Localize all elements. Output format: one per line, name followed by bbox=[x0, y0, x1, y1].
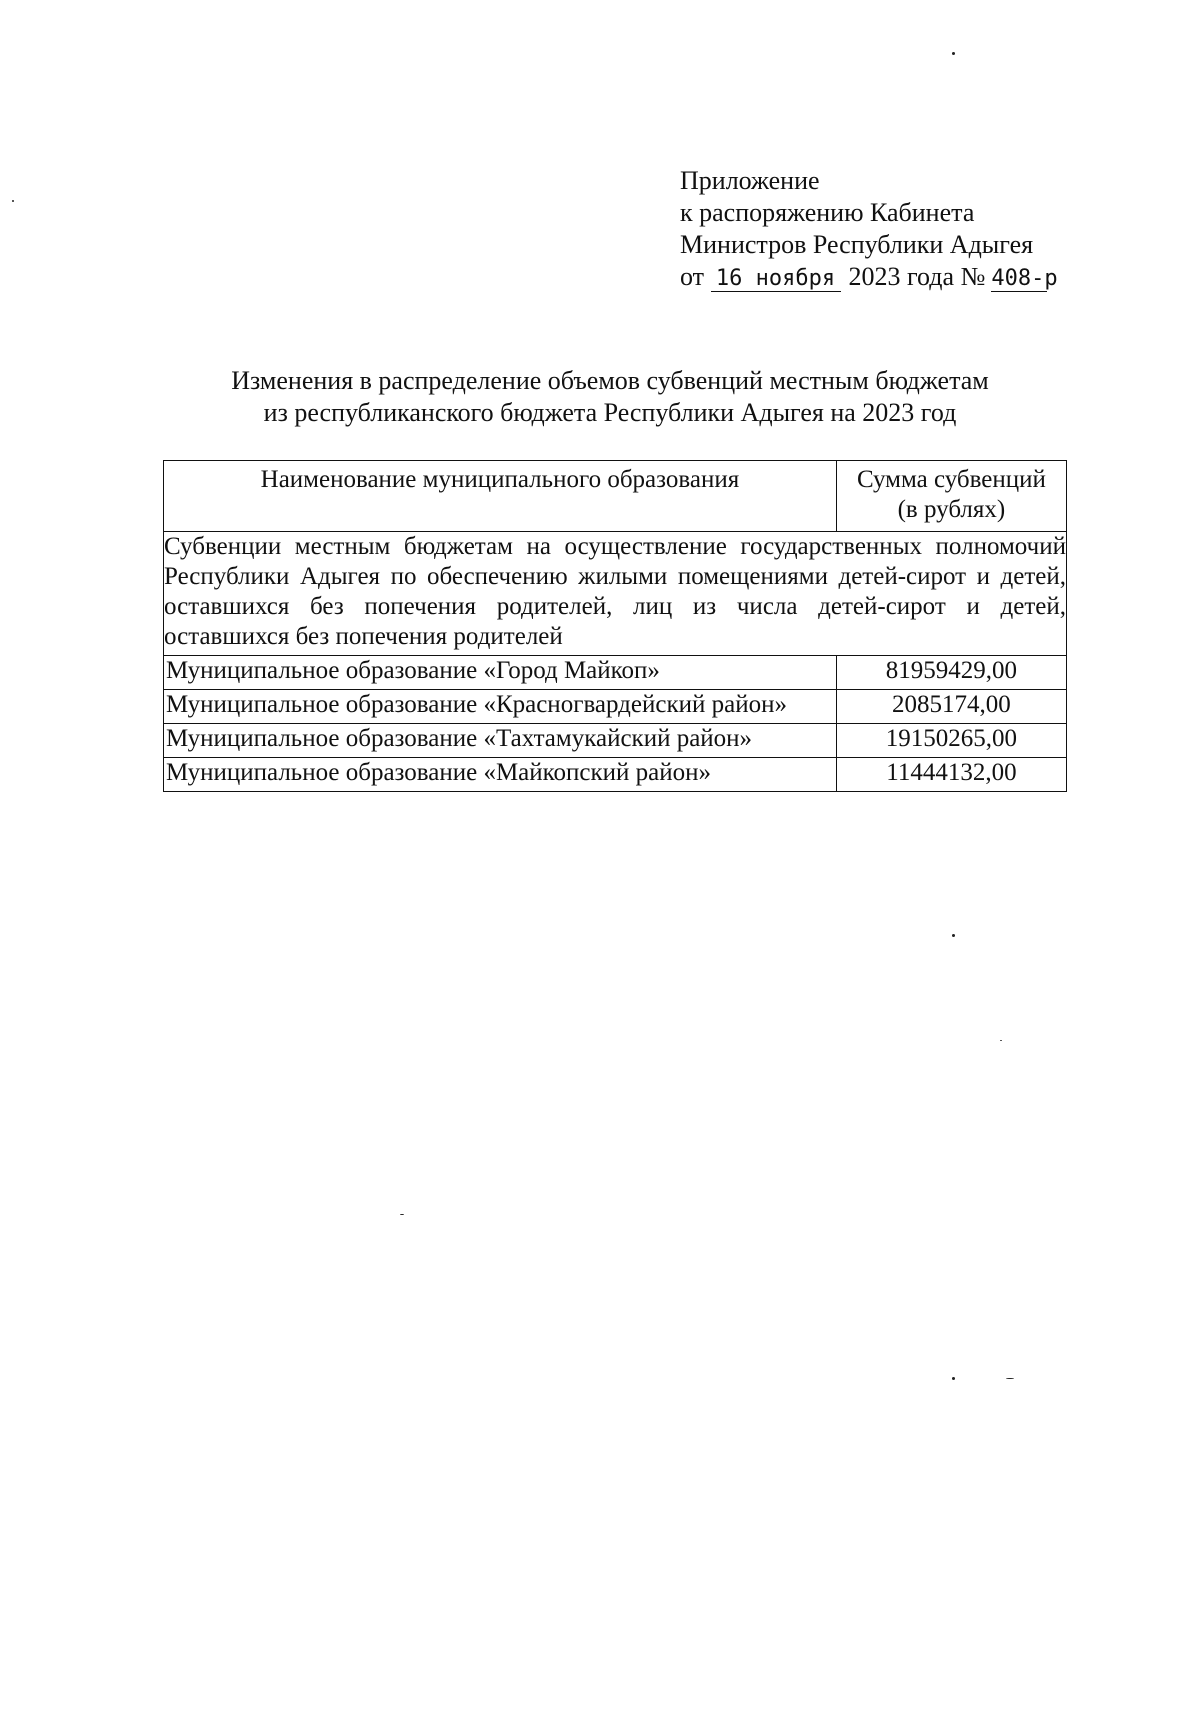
header-sum-line-1: Сумма субвенций bbox=[856, 466, 1046, 493]
appendix-ministry-line: Министров Республики Адыгея bbox=[680, 230, 1034, 259]
table-row bbox=[164, 656, 1067, 690]
subvention-sum: 2085174,00 bbox=[836, 690, 1066, 724]
appendix-decree-line: к распоряжению Кабинета bbox=[680, 198, 975, 227]
scan-speck bbox=[952, 52, 955, 55]
subvention-sum: 11444132,00 bbox=[836, 758, 1066, 792]
header-sum-line-2: (в рублях) bbox=[897, 496, 1006, 523]
municipality-name: Муниципальное образование «Майкопский район» bbox=[164, 758, 837, 792]
title-line-1: Изменения в распределение объемов субвенций местным бюджетам bbox=[231, 366, 989, 395]
table-row bbox=[164, 758, 1067, 792]
section-row bbox=[164, 532, 1067, 656]
table-row bbox=[164, 724, 1067, 758]
header-sum bbox=[836, 461, 1066, 532]
document-title bbox=[160, 365, 1060, 429]
scan-speck bbox=[1000, 1040, 1002, 1041]
table-row bbox=[164, 690, 1067, 724]
handwritten-date: 16 ноября bbox=[711, 267, 841, 292]
subventions-table bbox=[163, 460, 1067, 792]
table-header-row bbox=[164, 461, 1067, 532]
section-description: Субвенции местным бюджетам на осуществление государственных полномочий Республики Адыгея по обеспечению жилыми помещениями детей-сирот и детей, оставшихся без попечения родителей, лиц из числа детей-сирот и детей, оставшихся без попечения родителей bbox=[164, 532, 1067, 656]
appendix-header bbox=[680, 165, 1058, 293]
title-line-2: из республиканского бюджета Республики Адыгея на 2023 год bbox=[263, 398, 957, 427]
header-name: Наименование муниципального образования bbox=[164, 461, 837, 532]
scan-speck bbox=[952, 934, 955, 937]
year-and-number-label: 2023 года № bbox=[848, 262, 986, 291]
appendix-label: Приложение bbox=[680, 166, 820, 195]
municipality-name: Муниципальное образование «Красногвардейский район» bbox=[164, 690, 837, 724]
scan-speck bbox=[12, 200, 14, 202]
date-prefix: от bbox=[680, 262, 705, 291]
scan-speck bbox=[1006, 1378, 1014, 1379]
handwritten-number: 408-р bbox=[991, 266, 1058, 291]
municipality-name: Муниципальное образование «Тахтамукайский район» bbox=[164, 724, 837, 758]
scan-speck bbox=[400, 1214, 404, 1215]
scan-speck bbox=[952, 1377, 955, 1380]
appendix-date-line bbox=[680, 261, 1058, 293]
subvention-sum: 19150265,00 bbox=[836, 724, 1066, 758]
subvention-sum: 81959429,00 bbox=[836, 656, 1066, 690]
municipality-name: Муниципальное образование «Город Майкоп» bbox=[164, 656, 837, 690]
